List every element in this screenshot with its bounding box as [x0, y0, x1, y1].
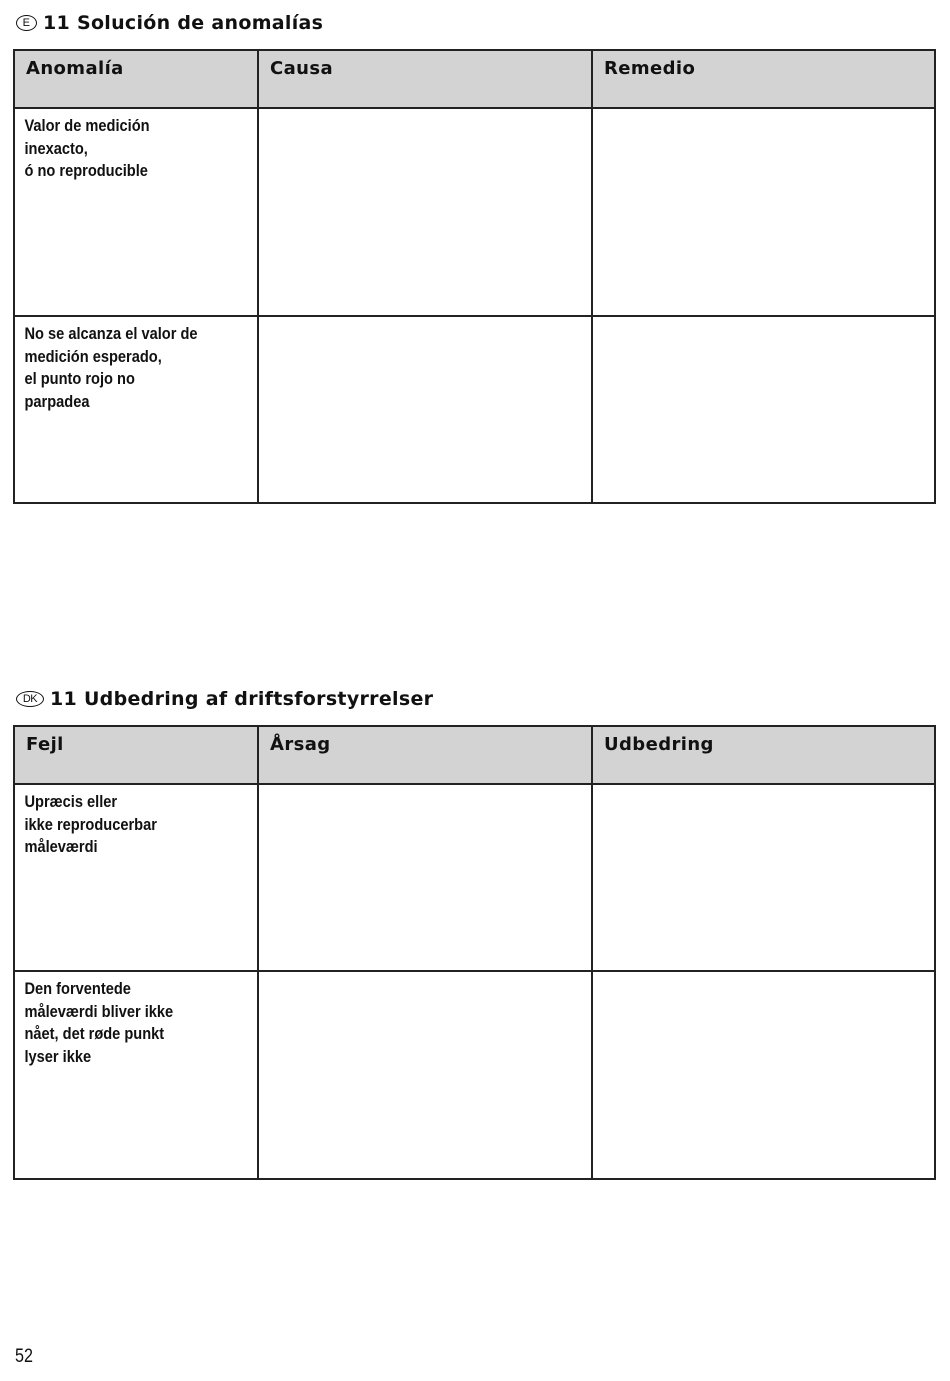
cause-cell — [258, 784, 592, 971]
troubleshooting-table-es — [13, 49, 936, 504]
page-number: 52 — [15, 1346, 33, 1367]
remedy-cell — [592, 316, 935, 503]
column-header-causa: Causa — [258, 50, 592, 108]
table-row — [14, 971, 935, 1179]
section-heading-dk: 11 Udbedring af driftsforstyrrelser — [50, 688, 434, 710]
table-row — [14, 316, 935, 503]
cause-cell — [258, 316, 592, 503]
fault-cell: Valor de medición inexacto, ó no reproducible — [14, 108, 258, 316]
table-header-row — [14, 50, 935, 108]
remedy-cell — [592, 784, 935, 971]
troubleshooting-table-dk — [13, 725, 936, 1180]
cause-cell — [258, 108, 592, 316]
fault-cell: No se alcanza el valor de medición esperado, el punto rojo no parpadea — [14, 316, 258, 503]
table-row — [14, 108, 935, 316]
table-header-row — [14, 726, 935, 784]
section-title-es — [16, 12, 323, 34]
table-row — [14, 784, 935, 971]
section-title-dk — [16, 688, 433, 710]
column-header-fejl: Fejl — [14, 726, 258, 784]
column-header-remedio: Remedio — [592, 50, 935, 108]
fault-cell: Upræcis eller ikke reproducerbar måleværdi — [14, 784, 258, 971]
language-badge-e: E — [16, 15, 37, 31]
column-header-anomalia: Anomalía — [14, 50, 258, 108]
cause-cell — [258, 971, 592, 1179]
column-header-arsag: Årsag — [258, 726, 592, 784]
fault-cell: Den forventede måleværdi bliver ikke nået, det røde punkt lyser ikke — [14, 971, 258, 1179]
column-header-udbedring: Udbedring — [592, 726, 935, 784]
section-heading-es: 11 Solución de anomalías — [43, 12, 324, 34]
remedy-cell — [592, 971, 935, 1179]
remedy-cell — [592, 108, 935, 316]
language-badge-dk: DK — [16, 691, 44, 707]
